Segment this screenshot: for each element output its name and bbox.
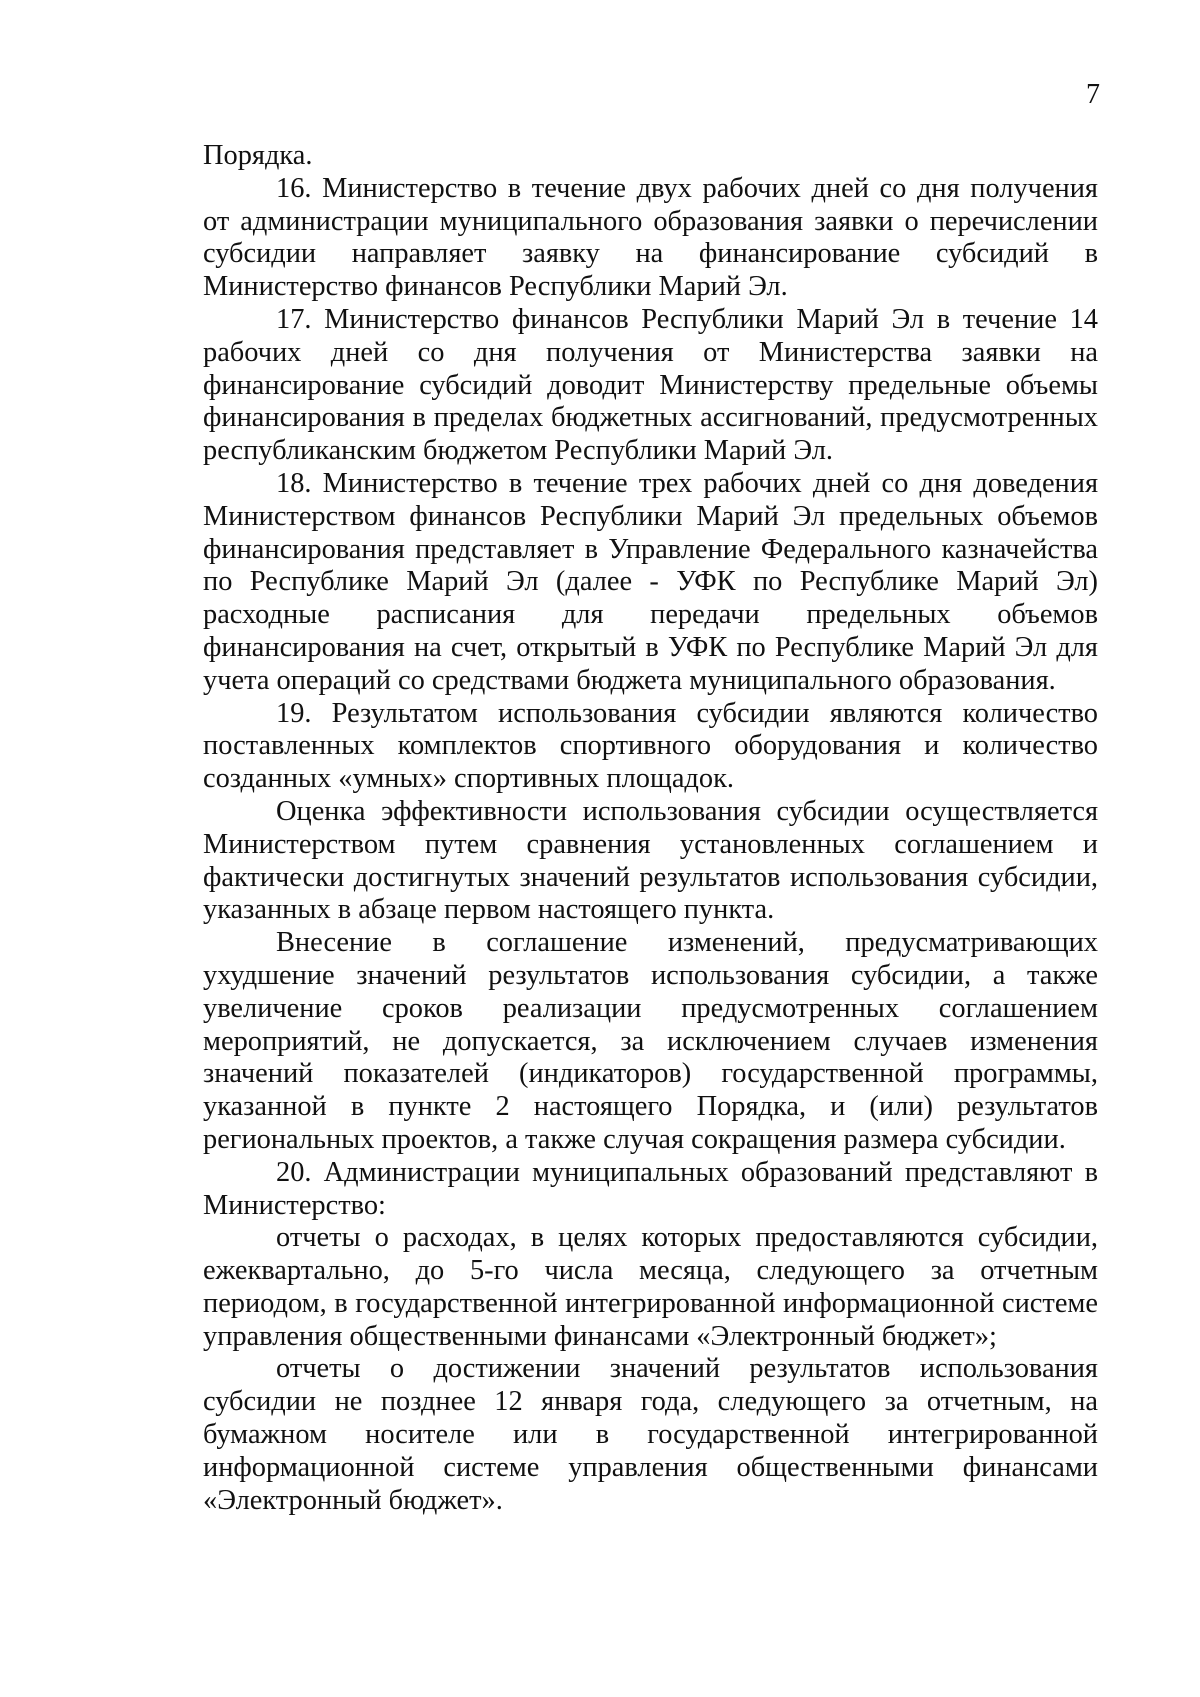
paragraph-17: 17. Министерство финансов Республики Марий Эл в течение 14 рабочих дней со дня получения от Министерства заявки на финансирование субсидий доводит Министерству предельные объемы финансирования в пределах бюджетных ассигнований, предусмотренных республиканским бюджетом Республики Марий Эл. <box>203 303 1098 467</box>
paragraph-20: 20. Администрации муниципальных образований представляют в Министерство: <box>203 1156 1098 1221</box>
paragraph-18: 18. Министерство в течение трех рабочих дней со дня доведения Министерством финансов Республики Марий Эл предельных объемов финансирования представляет в Управление Федерального казначейства по Республике Марий Эл (далее - УФК по Республике Марий Эл) расходные расписания для передачи предельных объемов финансирования на счет, открытый в УФК по Республике Марий Эл для учета операций со средствами бюджета муниципального образования. <box>203 467 1098 696</box>
page-number: 7 <box>1086 79 1100 110</box>
document-body <box>203 140 1098 1517</box>
paragraph-20-results-reports: отчеты о достижении значений результатов использования субсидии не позднее 12 января года, следующего за отчетным, на бумажном носителе или в государственной интегрированной информационной системе управления общественными финансами «Электронный бюджет». <box>203 1353 1098 1516</box>
paragraph-20-expense-reports: отчеты о расходах, в целях которых предоставляются субсидии, ежеквартально, до 5-го числа месяца, следующего за отчетным периодом, в государственной интегрированной информационной системе управления общественными финансами «Электронный бюджет»; <box>203 1222 1098 1352</box>
paragraph-19: 19. Результатом использования субсидии являются количество поставленных комплектов спортивного оборудования и количество созданных «умных» спортивных площадок. <box>203 697 1098 795</box>
paragraph-continuation: Порядка. <box>203 140 313 171</box>
paragraph-19-amendments: Внесение в соглашение изменений, предусматривающих ухудшение значений результатов использования субсидии, а также увеличение сроков реализации предусмотренных соглашением мероприятий, не допускается, за исключением случаев изменения значений показателей (индикаторов) государственной программы, указанной в пункте 2 настоящего Порядка, и (или) результатов региональных проектов, а также случая сокращения размера субсидии. <box>203 927 1098 1155</box>
paragraph-19-evaluation: Оценка эффективности использования субсидии осуществляется Министерством путем сравнения установленных соглашением и фактически достигнутых значений результатов использования субсидии, указанных в абзаце первом настоящего пункта. <box>203 795 1098 926</box>
paragraph-16: 16. Министерство в течение двух рабочих дней со дня получения от администрации муниципального образования заявки о перечислении субсидии направляет заявку на финансирование субсидий в Министерство финансов Республики Марий Эл. <box>203 172 1098 303</box>
